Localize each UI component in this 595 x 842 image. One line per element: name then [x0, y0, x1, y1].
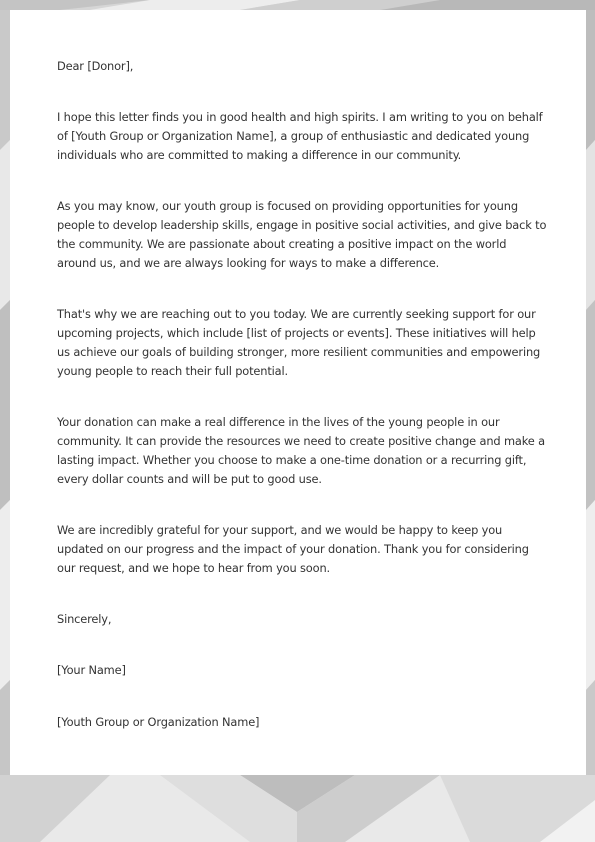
letter-closing: Sincerely,: [57, 612, 112, 626]
signature-organization: [Youth Group or Organization Name]: [57, 715, 260, 729]
letter-body: [57, 57, 547, 732]
letter-paragraph-5: We are incredibly grateful for your support, and we would be happy to keep you updated on our progress and the impact of your donation. Thank you for considering our request, and we hope to hear from you soon.: [57, 523, 529, 575]
letter-page: [10, 10, 586, 775]
letter-paragraph-4: Your donation can make a real difference in the lives of the young people in our community. It can provide the resources we need to create positive change and make a lasting impact. Whether you choose to make a one-time donation or a recurring gift, every dollar counts and will be put to good use.: [57, 415, 545, 486]
letter-paragraph-2: As you may know, our youth group is focused on providing opportunities for young people to develop leadership skills, engage in positive social activities, and give back to the community. We are passionate about creating a positive impact on the world around us, and we are always looking for ways to make a difference.: [57, 199, 547, 270]
signature-name: [Your Name]: [57, 663, 126, 677]
letter-paragraph-3: That's why we are reaching out to you today. We are currently seeking support for our upcoming projects, which include [list of projects or events]. These initiatives will help us achieve our goals of building stronger, more resilient communities and empowering young people to reach their full potential.: [57, 307, 541, 378]
letter-greeting: Dear [Donor],: [57, 59, 134, 73]
letter-paragraph-1: I hope this letter finds you in good health and high spirits. I am writing to you on behalf of [Youth Group or Organization Name], a group of enthusiastic and dedicated young individuals who are committed to making a difference in our community.: [57, 110, 543, 162]
